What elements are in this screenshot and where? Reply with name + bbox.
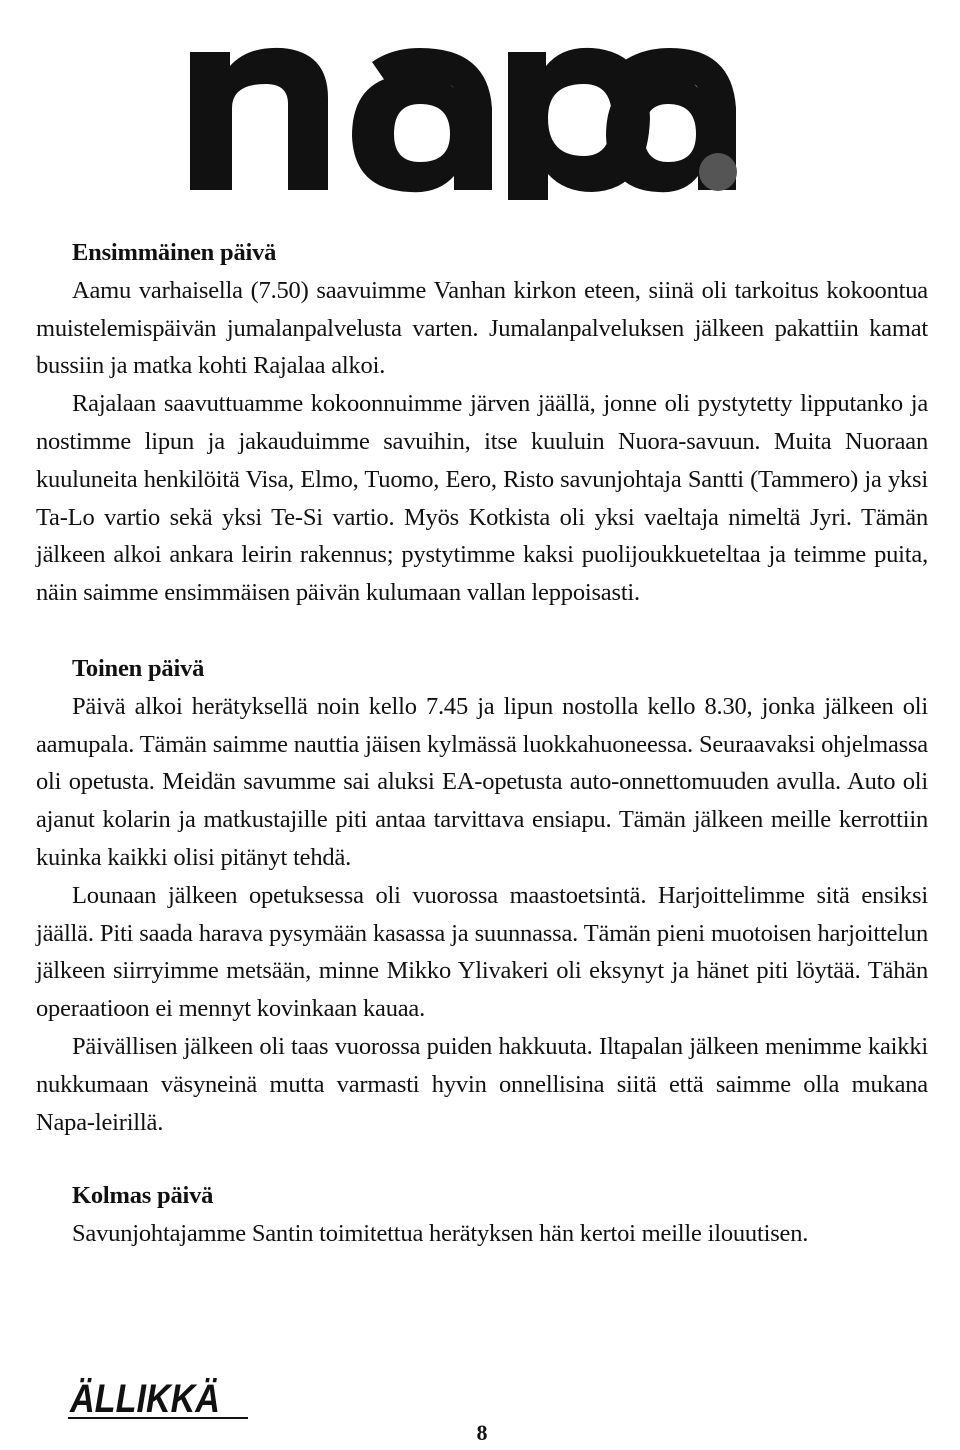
paragraph: Rajalaan saavuttuamme kokoonnuimme järven jäällä, jonne oli pystytetty lipputanko ja nostimme lipun ja jakauduimme savuihin, itse kuuluin Nuora-savuun. Muita Nuoraan kuuluneita henkilöitä Visa, Elmo, Tuomo, Eero, Risto savunjohtaja Santti (Tammero) ja yksi Ta-Lo vartio sekä yksi Te-Si vartio. Myös Kotkista oli yksi vaeltaja nimeltä Jyri. Tämän jälkeen alkoi ankara leirin rakennus; pystytimme kaksi puolijoukkueteltaa ja teimme puita, näin saimme ensimmäisen päivän kulumaan vallan leppoisasti.: [36, 390, 928, 607]
paragraph: Päivä alkoi herätyksellä noin kello 7.45 ja lipun nostolla kello 8.30, jonka jälkeen oli aamupala. Tämän saimme nauttia jäisen kylmässä luokkahuoneessa. Seuraavaksi ohjelmassa oli opetusta. Meidän savumme sai aluksi EA-opetusta auto-onnettomuuden avulla. Auto oli ajanut kolarin ja matkustajille piti antaa tarvittava ensiapu. Tämän jälkeen meille kerrottiin kuinka kaikki olisi pitänyt tehdä.: [36, 692, 928, 871]
paragraph: Päivällisen jälkeen oli taas vuorossa puiden hakkuuta. Iltapalan jälkeen menimme kaikki nukkumaan väsyneinä mutta varmasti hyvin onnellisina siitä että saimme olla mukana Napa-leirillä.: [36, 1032, 928, 1136]
section-heading-day-1: Ensimmäinen päivä: [72, 239, 277, 266]
allikka-logo: [68, 1368, 258, 1424]
napa-logo-graphic: [190, 40, 750, 200]
page-number: 8: [476, 1420, 488, 1445]
allikka-logo-graphic: [68, 1368, 258, 1424]
napa-logo: [190, 40, 750, 200]
svg-text:ÄLLIKKÄ: ÄLLIKKÄ: [69, 1377, 221, 1421]
section-spacer: [36, 1141, 928, 1177]
article-body: [36, 234, 928, 1253]
paragraph: Savunjohtajamme Santin toimitettua herätyksen hän kertoi meille ilouutisen.: [72, 1220, 809, 1248]
paragraph: Aamu varhaisella (7.50) saavuimme Vanhan kirkon eteen, siinä oli tarkoitus kokoontua muistelemispäivän jumalanpalvelusta varten. Jumalanpalveluksen jälkeen pakattiin kamat bussiin ja matka kohti Rajalaa alkoi.: [36, 276, 928, 380]
section-heading-day-3: Kolmas päivä: [72, 1182, 214, 1210]
paragraph: Lounaan jälkeen opetuksessa oli vuorossa maastoetsintä. Harjoittelimme sitä ensiksi jäällä. Piti saada harava pysymään kasassa ja suunnassa. Tämän pieni muotoisen harjoittelun jälkeen siirryimme metsään, minne Mikko Ylivakeri oli eksynyt ja hänet piti löytää. Tähän operaatioon ei mennyt kovinkaan kauaa.: [36, 881, 928, 1023]
section-heading-day-2: Toinen päivä: [72, 654, 205, 682]
section-spacer: [36, 612, 928, 650]
